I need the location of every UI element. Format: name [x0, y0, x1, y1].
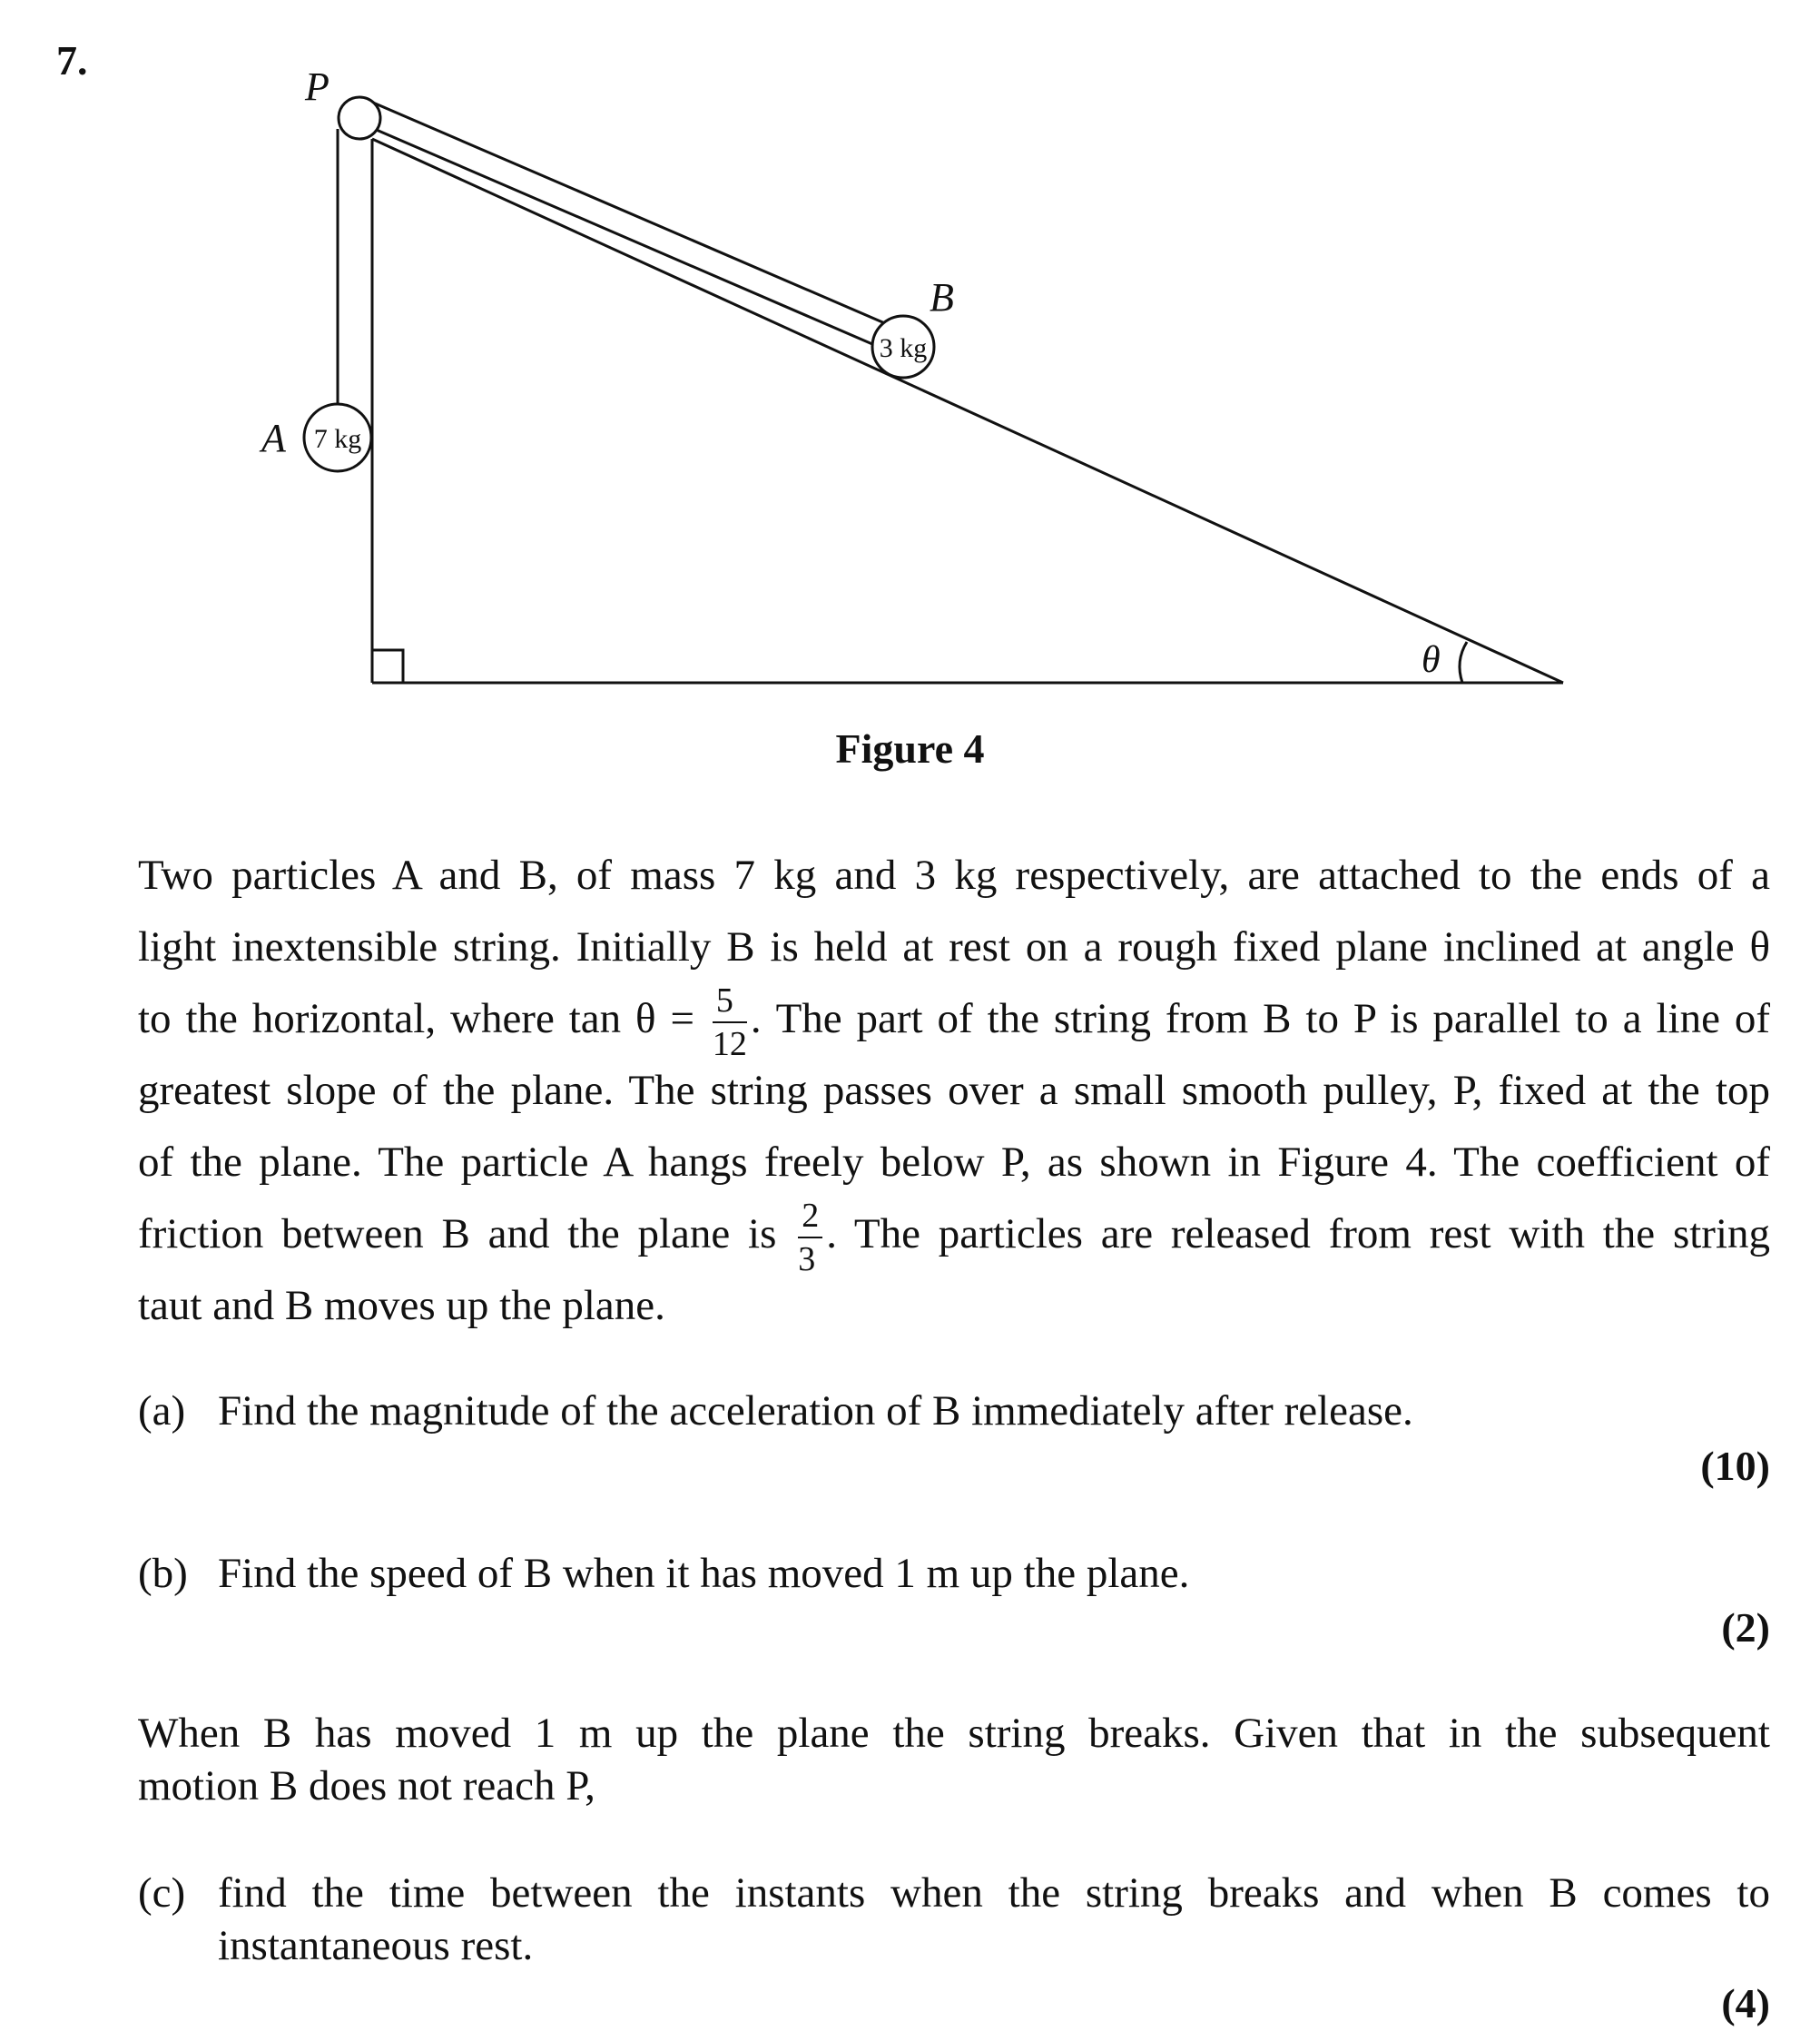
intro-line-6 — [138, 1197, 1770, 1279]
intro-line-6a: friction between B and the plane is — [138, 1210, 777, 1257]
breaks-line-1: When B has moved 1 m up the plane the string breaks. Given that in the subsequent — [138, 1710, 1770, 1757]
intro-line-7: taut and B moves up the plane. — [138, 1282, 665, 1329]
pulley-p-label: P — [305, 64, 330, 109]
part-c-line-2: instantaneous rest. — [218, 1922, 534, 1969]
tan-denominator: 12 — [712, 1025, 747, 1064]
figure-4-diagram — [0, 0, 1820, 726]
intro-line-1: Two particles A and B, of mass 7 kg and 3 kg respectively, are attached to the ends of a — [138, 852, 1770, 899]
intro-line-3a: to the horizontal, where tan θ = — [138, 995, 694, 1042]
string-upper-line — [367, 100, 893, 327]
intro-line-6b: . The particles are released from rest with the string — [826, 1210, 1770, 1257]
part-a — [0, 1385, 1820, 1439]
part-c-label: (c) — [138, 1869, 186, 1917]
tan-numerator: 5 — [713, 983, 747, 1023]
part-a-label: (a) — [138, 1387, 186, 1435]
figure-caption: Figure 4 — [835, 725, 985, 772]
part-c-text — [218, 1867, 1770, 1972]
mu-denominator: 3 — [798, 1240, 816, 1279]
part-b-label: (b) — [138, 1550, 188, 1597]
intro-line-4: greatest slope of the plane. The string passes over a small smooth pulley, P, fixed at the top — [138, 1067, 1770, 1114]
part-c — [0, 1867, 1820, 1976]
tan-fraction — [712, 981, 747, 1064]
question-number: 7. — [56, 37, 88, 84]
part-a-marks: (10) — [1700, 1443, 1770, 1489]
part-b — [0, 1547, 1820, 1602]
inclined-plane-line — [372, 139, 1563, 683]
particle-a-mass: 7 kg — [313, 424, 362, 454]
breaks-line-2: motion B does not reach P, — [138, 1762, 595, 1809]
mu-numerator: 2 — [798, 1198, 822, 1238]
intro-line-3 — [138, 981, 1771, 1064]
angle-arc — [1460, 642, 1467, 683]
intro-line-3b: . The part of the string from B to P is parallel to a line of — [750, 995, 1771, 1042]
right-angle-marker — [372, 650, 403, 683]
part-c-line-1: find the time between the instants when the string breaks and when B comes to — [218, 1869, 1770, 1917]
angle-theta-label: θ — [1422, 639, 1441, 681]
part-b-marks: (2) — [1721, 1604, 1770, 1651]
part-b-text: Find the speed of B when it has moved 1 m up the plane. — [218, 1550, 1190, 1597]
intro-line-2: light inextensible string. Initially B is held at rest on a rough fixed plane inclined at angle θ — [138, 923, 1770, 971]
intro-line-5: of the plane. The particle A hangs freely below P, as shown in Figure 4. The coefficient of — [138, 1139, 1770, 1186]
part-a-text: Find the magnitude of the acceleration of B immediately after release. — [218, 1387, 1413, 1435]
particle-b-label: B — [930, 275, 954, 320]
intro-paragraph — [138, 840, 1770, 1342]
string-breaks-paragraph — [138, 1707, 1770, 1812]
part-c-marks: (4) — [1721, 1980, 1770, 2026]
particle-a-label: A — [261, 416, 286, 460]
pulley-p — [339, 97, 380, 139]
string-lower-line — [372, 128, 879, 347]
particle-b-mass: 3 kg — [879, 333, 928, 363]
mu-fraction — [798, 1198, 822, 1277]
